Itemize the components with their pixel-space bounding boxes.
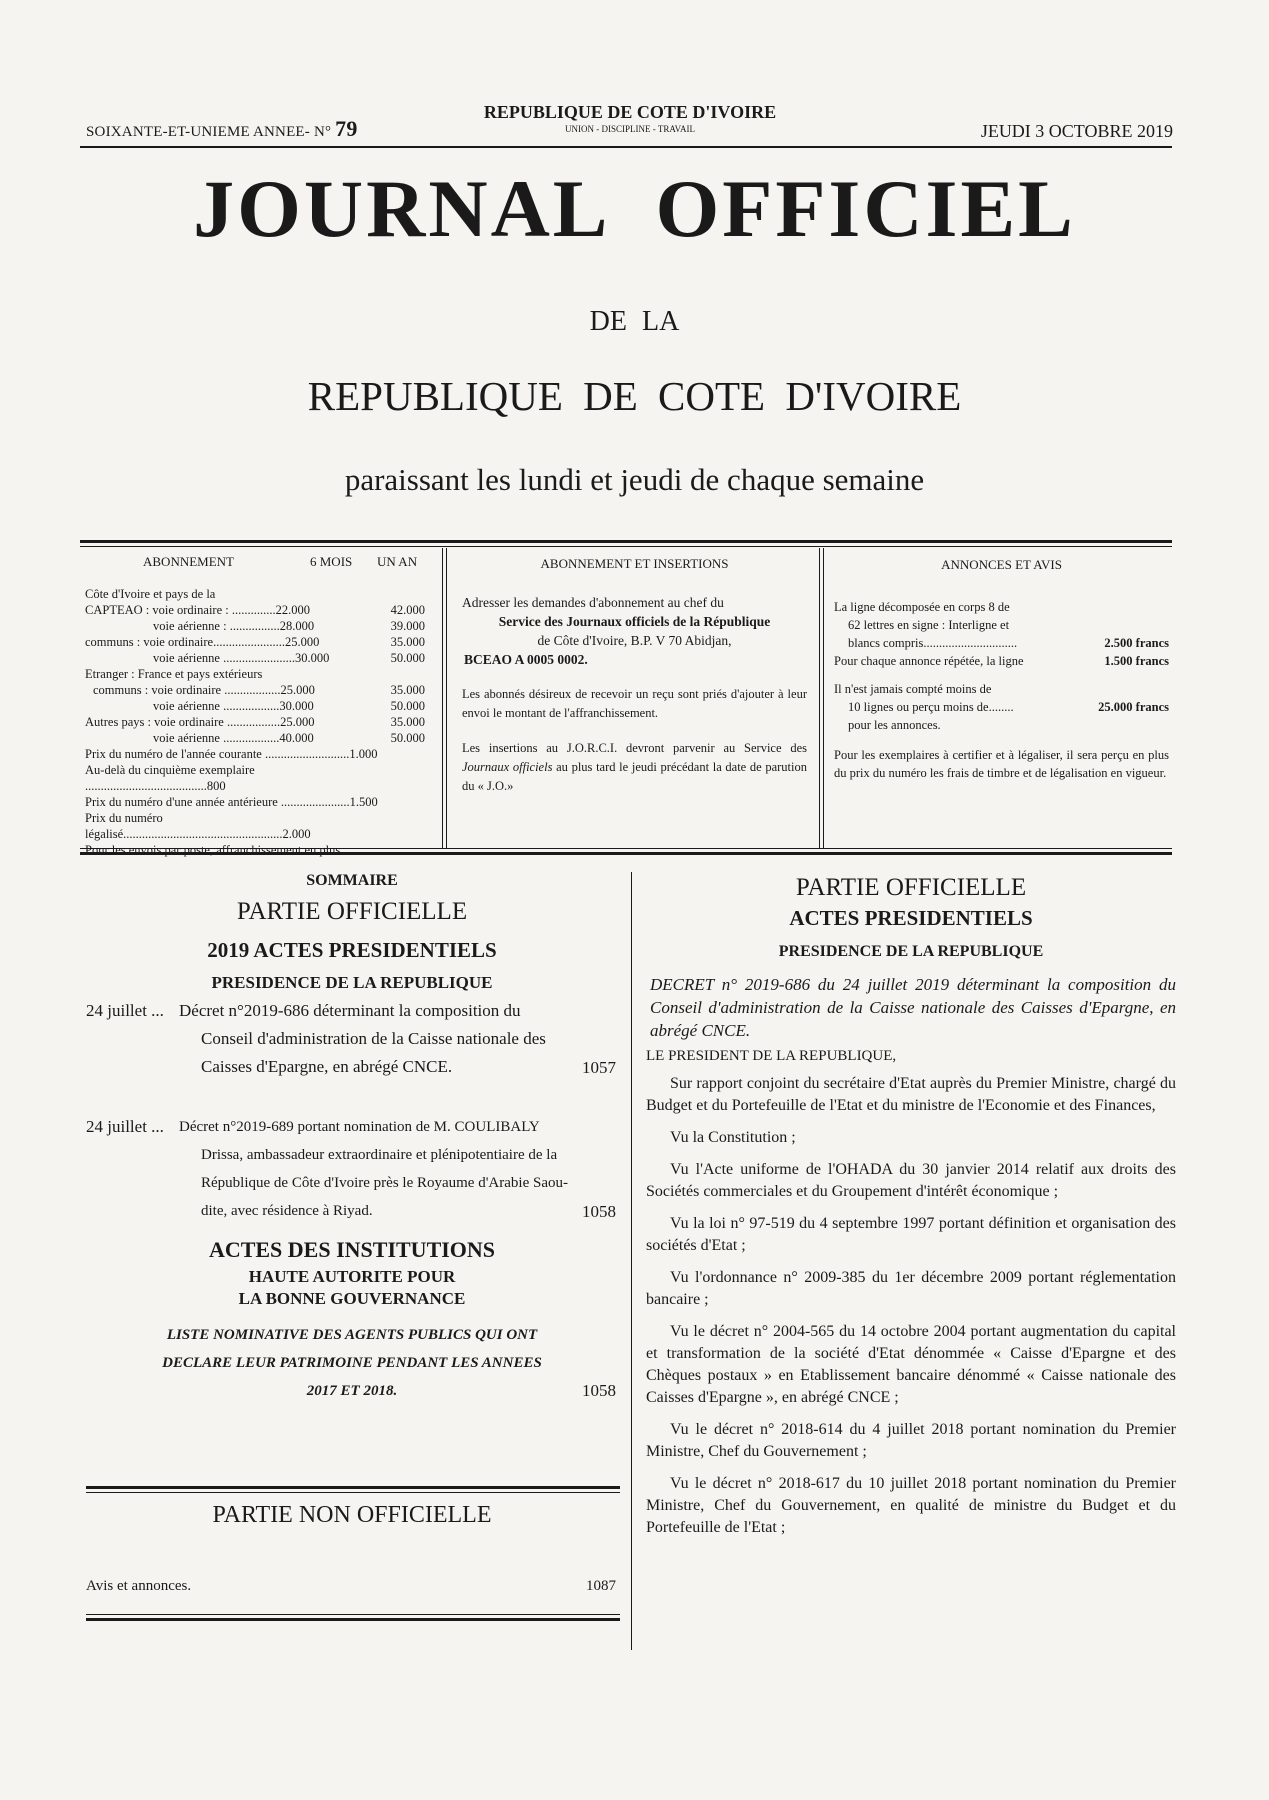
national-motto: UNION - DISCIPLINE - TRAVAIL [565, 124, 695, 134]
box-divider-2b [823, 548, 824, 848]
box-divider-2 [819, 548, 820, 848]
subscription-label: Etranger : France et pays extérieurs [85, 667, 263, 681]
subscription-year-value [381, 666, 425, 682]
annonces-box [834, 556, 1169, 782]
insertions-bceao: BCEAO A 0005 0002. [464, 652, 588, 667]
box-divider-1 [442, 548, 443, 848]
non-officielle-rule-2 [86, 1492, 620, 1493]
frequency: paraissant les lundi et jeudi de chaque semaine [344, 462, 925, 497]
insertions-address: de Côte d'Ivoire, B.P. V 70 Abidjan, [537, 633, 732, 648]
subscription-label: Prix du numéro légalisé...................................................2.000 [85, 811, 311, 841]
insertions-p1-line: Adresser les demandes d'abonnement au chef du [462, 595, 724, 610]
annonces-line: 62 lettres en signe : Interligne et [848, 618, 1010, 632]
toc-entry[interactable] [82, 1321, 622, 1413]
annonces-line: pour les annonces. [848, 718, 941, 732]
sommaire-actes: 2019 ACTES PRESIDENTIELS [207, 938, 497, 962]
annonces-price-row [834, 652, 1169, 670]
sommaire-institutions: ACTES DES INSTITUTIONS [208, 1237, 496, 1262]
toc-page: 1058 [582, 1202, 616, 1221]
republic-name: REPUBLIQUE DE COTE D'IVOIRE [483, 102, 777, 122]
toc-line: dite, avec résidence à Riyad. [201, 1203, 373, 1219]
box-top-rule-2 [80, 546, 1172, 547]
subscription-label: Au-delà du cinquième exemplaire .......................................800 [85, 763, 255, 793]
subscription-label: communs : voie ordinaire ..................25.000 [93, 683, 315, 697]
subscription-row [85, 602, 425, 618]
insertions-p3c: au plus tard le jeudi précédant la date de parution du « J.O.» [462, 760, 808, 793]
non-officielle-title: PARTIE NON OFFICIELLE [212, 1502, 492, 1528]
article-paragraph: Vu la Constitution ; [670, 1129, 796, 1146]
article-partie: PARTIE OFFICIELLE [795, 874, 1027, 901]
subscription-row [85, 682, 425, 698]
annonces-price-row [834, 698, 1169, 716]
subscription-year-value: 35.000 [390, 635, 425, 649]
le-president: LE PRESIDENT DE LA REPUBLIQUE, [646, 1048, 897, 1064]
haute-autorite-2: LA BONNE GOUVERNANCE [238, 1289, 466, 1308]
subscription-row [85, 810, 425, 842]
subscription-label: Pour les envois par poste, affranchissement en plus. [85, 843, 344, 857]
article-paragraph: Vu la loi n° 97-519 du 4 septembre 1997 portant définition et organisation des sociétés d'Etat ; [646, 1215, 1176, 1254]
box-divider-1b [446, 548, 447, 848]
price-line: 2.500 francs [1104, 636, 1169, 650]
toc-line: Caisses d'Epargne, en abrégé CNCE. [201, 1057, 453, 1076]
subscription-year-value [381, 746, 425, 762]
subscription-row [85, 666, 425, 682]
subscription-row [85, 698, 425, 714]
toc-text [179, 997, 579, 1081]
subscription-year-value [381, 586, 425, 602]
sommaire-title: SOMMAIRE [306, 872, 398, 889]
subscription-head: ABONNEMENT [143, 554, 234, 569]
article-paragraph: Vu le décret n° 2018-617 du 10 juillet 2018 portant nomination du Premier Ministre, Chef du Gouvernement, en qualité de ministre du Budget et du Portefeuille de l'Etat ; [646, 1475, 1176, 1536]
subscription-label: Prix du numéro d'une année antérieure ......................1.500 [85, 795, 378, 809]
subscription-label: voie aérienne ..................30.000 [153, 699, 314, 713]
article-paragraph: Vu l'Acte uniforme de l'OHADA du 30 janvier 2014 relatif aux droits des Sociétés commerciales et du Groupement d'intérêt économique ; [646, 1161, 1176, 1200]
toc-line: 2017 ET 2018. [306, 1383, 398, 1399]
six-months-head: 6 MOIS [310, 554, 353, 569]
toc-line: Décret n°2019-686 déterminant la composition du [179, 1001, 521, 1020]
price-repeat: 1.500 francs [1104, 654, 1169, 668]
annonces-head: ANNONCES ET AVIS [941, 557, 1062, 572]
sommaire-partie: PARTIE OFFICIELLE [236, 898, 468, 925]
subscription-row [85, 586, 425, 602]
subscription-label: communs : voie ordinaire.......................25.000 [85, 635, 320, 649]
subscription-box [85, 554, 425, 858]
toc-line: Drissa, ambassadeur extraordinaire et plénipotentiaire de la [201, 1147, 558, 1163]
subscription-year-value: 50.000 [390, 651, 425, 665]
toc-line: LISTE NOMINATIVE DES AGENTS PUBLICS QUI ONT [166, 1327, 538, 1343]
subscription-row [85, 794, 425, 810]
insertions-p3b: Journaux officiels [462, 760, 553, 774]
annonces-line: 10 lignes ou perçu moins de........ [848, 700, 1014, 714]
non-officielle-rule [86, 1486, 620, 1489]
article-paragraph: Vu le décret n° 2004-565 du 14 octobre 2004 portant augmentation du capital et transformation de la société d'Etat dénommée « Caisse d'Epargne et des Chèques postaux » en Etablissement bancaire dénommé « Caisse nationale des Caisses d'Epargne », en abrégé CNCE ; [646, 1323, 1176, 1406]
toc-line: DECLARE LEUR PATRIMOINE PENDANT LES ANNEES [162, 1355, 542, 1371]
edition-label: SOIXANTE-ET-UNIEME ANNEE- N° [86, 124, 332, 140]
toc-date: 24 juillet ... [86, 1117, 164, 1136]
edition-line [86, 116, 358, 142]
column-divider [631, 872, 632, 1650]
subscription-row [85, 746, 425, 762]
subscription-year-value: 35.000 [390, 715, 425, 729]
subscription-row [85, 634, 425, 650]
toc-page: 1057 [582, 1058, 616, 1077]
issue-date: JEUDI 3 OCTOBRE 2019 [980, 121, 1173, 141]
subscription-row [85, 762, 425, 794]
republic-header [470, 102, 790, 134]
subscription-year-value: 39.000 [390, 619, 425, 633]
toc-entry[interactable] [82, 1113, 622, 1233]
issue-number: 79 [335, 116, 358, 141]
subscription-rows [85, 586, 425, 858]
article-actes: ACTES PRESIDENTIELS [789, 906, 1033, 930]
toc-line: Décret n°2019-689 portant nomination de M. COULIBALY [179, 1119, 540, 1135]
sommaire [82, 872, 622, 1413]
article [646, 874, 1176, 1549]
haute-autorite-1: HAUTE AUTORITE POUR [248, 1267, 456, 1286]
subscription-row [85, 650, 425, 666]
toc-line: République de Côte d'Ivoire près le Royaume d'Arabie Saou- [201, 1175, 568, 1191]
subscription-year-value [381, 842, 425, 858]
annonces-line: Il n'est jamais compté moins de [834, 682, 992, 696]
price-minimum: 25.000 francs [1098, 700, 1169, 714]
subscription-label: Côte d'Ivoire et pays de la [85, 587, 216, 601]
subscription-label: voie aérienne .......................30.000 [153, 651, 330, 665]
subscription-year-value: 50.000 [390, 731, 425, 745]
annonces-line: blancs compris.............................. [848, 636, 1018, 650]
avis-row [86, 1578, 616, 1595]
article-body [646, 1073, 1176, 1539]
subscription-year-value [381, 810, 425, 842]
subscription-year-value: 35.000 [390, 683, 425, 697]
sommaire-end-rule-2 [86, 1618, 620, 1621]
insertions-p2: Les abonnés désireux de recevoir un reçu sont priés d'ajouter à leur envoi le montant de l'affranchissement. [462, 687, 807, 720]
subscription-row [85, 730, 425, 746]
sommaire-end-rule [86, 1614, 620, 1615]
sommaire-presidence: PRESIDENCE DE LA REPUBLIQUE [211, 973, 493, 992]
annonces-lines [834, 598, 1169, 782]
toc-page: 1087 [586, 1578, 616, 1594]
subscription-row [85, 842, 425, 858]
subscription-label: voie aérienne ..................40.000 [153, 731, 314, 745]
subscription-row [85, 618, 425, 634]
header-rule [80, 146, 1172, 148]
avis-label: Avis et annonces. [86, 1578, 192, 1594]
subscription-year-value [381, 762, 425, 794]
insertions-p3 [462, 739, 807, 796]
insertions-box [462, 554, 807, 796]
insertions-p1 [462, 593, 807, 669]
subscription-year-value [381, 794, 425, 810]
decret-title: DECRET n° 2019-686 du 24 juillet 2019 déterminant la composition du Conseil d'administration de la Caisse nationale des Caisses d'Epargne, en abrégé CNCE. [650, 975, 1176, 1040]
annonces-price-row [834, 634, 1169, 652]
box-top-rule [80, 540, 1172, 543]
subscription-label: Autres pays : voie ordinaire .................25.000 [85, 715, 315, 729]
subscription-year-value: 50.000 [390, 699, 425, 713]
article-paragraph: Sur rapport conjoint du secrétaire d'Etat auprès du Premier Ministre, chargé du Budget et du Portefeuille de l'Etat et du ministre de l'Economie et des Finances, [646, 1075, 1176, 1114]
insertions-service: Service des Journaux officiels de la République [498, 614, 771, 629]
toc-line: Conseil d'administration de la Caisse nationale des [201, 1029, 546, 1048]
subscription-label: voie aérienne : ................28.000 [153, 619, 315, 633]
toc-page: 1058 [582, 1381, 616, 1400]
subscription-year-value: 42.000 [390, 603, 425, 617]
subscription-head-row [85, 554, 425, 576]
journal-title: JOURNAL OFFICIEL [193, 163, 1076, 254]
toc-date: 24 juillet ... [86, 1001, 164, 1020]
subscription-row [85, 714, 425, 730]
toc-text [179, 1113, 579, 1225]
de-la: DE LA [589, 306, 680, 337]
subscription-label: Prix du numéro de l'année courante ...........................1.000 [85, 747, 378, 761]
subscription-label: CAPTEAO : voie ordinaire : ..............22.000 [85, 603, 310, 617]
article-presidence: PRESIDENCE DE LA REPUBLIQUE [778, 943, 1044, 960]
annonces-line: Pour chaque annonce répétée, la ligne [834, 654, 1024, 668]
toc-entry[interactable] [86, 1578, 616, 1595]
country-title: REPUBLIQUE DE COTE D'IVOIRE [307, 373, 962, 419]
article-paragraph: Vu l'ordonnance n° 2009-385 du 1er décembre 2009 portant réglementation bancaire ; [646, 1269, 1176, 1308]
one-year-head: UN AN [377, 554, 418, 569]
annonces-note: Pour les exemplaires à certifier et à légaliser, il sera perçu en plus du prix du numéro les frais de timbre et de légalisation en vigueur. [834, 748, 1169, 780]
toc-entry[interactable] [82, 997, 622, 1113]
insertions-p3a: Les insertions au J.O.R.C.I. devront parvenir au Service des [462, 741, 807, 755]
insertions-head: ABONNEMENT ET INSERTIONS [540, 556, 729, 571]
annonces-line: La ligne décomposée en corps 8 de [834, 600, 1010, 614]
article-paragraph: Vu le décret n° 2018-614 du 4 juillet 2018 portant nomination du Premier Ministre, Chef du Gouvernement ; [646, 1421, 1176, 1460]
